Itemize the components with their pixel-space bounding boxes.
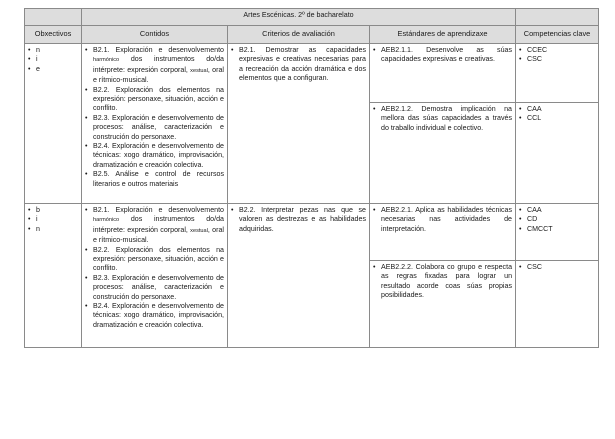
objectives-cell xyxy=(25,204,82,348)
content-text: B2.1. Exploración e desenvolvemento xyxy=(93,206,224,214)
list-item: • B2.4. Exploración e desenvolvemento de técnicas: xogo dramático, improvisación, dramatización e creación colectiva. xyxy=(85,142,224,170)
criteria-cell xyxy=(228,204,370,348)
list-item: • AEB2.1.1. Desenvolve as súas capacidades expresivas e creativas. xyxy=(373,46,512,65)
header-corner xyxy=(25,9,82,26)
list-item: • e xyxy=(28,65,78,74)
list-item: • b xyxy=(28,206,78,215)
content-text: , oral e rítmico-musical. xyxy=(93,65,224,85)
list-item: • CAA xyxy=(519,105,595,114)
list-item: • CD xyxy=(519,215,595,224)
list-item: • i xyxy=(28,55,78,64)
header-competences: Competencias clave xyxy=(516,26,599,44)
content-small-text: harmónico xyxy=(93,217,120,224)
list-item: • CMCCT xyxy=(519,225,595,234)
list-item: • B2.3. Exploración e desenvolvemento de procesos: análise, caracterización e construción do personaxe. xyxy=(85,274,224,302)
standard-cell xyxy=(370,44,516,103)
header-contents: Contidos xyxy=(82,26,228,44)
list-item: • B2.2. Exploración dos elementos na expresión: personaxe, situación, acción e conflito. xyxy=(85,246,224,274)
header-standards: Estándares de aprendizaxe xyxy=(370,26,516,44)
list-item: • B2.5. Análise e control de recursos literarios e outros materiais xyxy=(85,170,224,189)
standard-cell xyxy=(370,103,516,204)
content-small-text: xestual xyxy=(190,67,208,74)
standard-cell xyxy=(370,204,516,261)
header-criteria: Criterios de avaliación xyxy=(228,26,370,44)
table-title: Artes Escénicas. 2º de bacharelato xyxy=(82,9,516,26)
competences-cell xyxy=(516,204,599,261)
list-item: • CCEC xyxy=(519,46,595,55)
list-item: • AEB2.1.2. Demostra implicación na mellora das súas capacidades a través do traballo individual e colectivo. xyxy=(373,105,512,133)
list-item: • B2.2. Interpretar pezas nas que se valoren as destrezas e as habilidades adquiridas. xyxy=(231,206,366,234)
content-small-text: xestual xyxy=(190,227,208,234)
header-objectives: Obxectivos xyxy=(25,26,82,44)
content-text: , oral e rítmico-musical. xyxy=(93,225,224,245)
list-item xyxy=(85,206,224,246)
list-item: • CSC xyxy=(519,55,595,64)
list-item: • i xyxy=(28,215,78,224)
list-item: • B2.1. Demostrar as capacidades expresivas e creativas necesarias para a recreación da acción dramática e dos elementos que a configuran. xyxy=(231,46,366,84)
standard-cell xyxy=(370,261,516,348)
header-corner-right xyxy=(516,9,599,26)
competences-cell xyxy=(516,44,599,103)
list-item: • B2.2. Exploración dos elementos na expresión: personaxe, situación, acción e conflito. xyxy=(85,86,224,114)
table-row xyxy=(25,44,599,103)
list-item: • B2.4. Exploración e desenvolvemento de técnicas: xogo dramático, improvisación, dramatización e creación colectiva. xyxy=(85,302,224,330)
criteria-cell xyxy=(228,44,370,204)
list-item: • B2.3. Exploración e desenvolvemento de procesos: análise, caracterización e construción do personaxe. xyxy=(85,114,224,142)
curriculum-table xyxy=(24,8,599,348)
content-text: dos instrumentos do/da intérprete: expresión corporal, xyxy=(93,55,224,74)
list-item xyxy=(85,46,224,86)
list-item: • CSC xyxy=(519,263,595,272)
content-text: dos instrumentos do/da intérprete: expresión corporal, xyxy=(93,215,224,234)
objectives-cell xyxy=(25,44,82,204)
list-item: • AEB2.2.1. Aplica as habilidades técnicas necesarias nas actividades de interpretación. xyxy=(373,206,512,234)
content-small-text: harmónico xyxy=(93,57,120,64)
list-item: • CCL xyxy=(519,114,595,123)
list-item: • n xyxy=(28,46,78,55)
competences-cell xyxy=(516,103,599,204)
list-item: • AEB2.2.2. Colabora co grupo e respecta as regras fixadas para lograr un resultado acorde coas súas propias posibilidades. xyxy=(373,263,512,301)
list-item: • n xyxy=(28,225,78,234)
contents-cell xyxy=(82,44,228,204)
competences-cell xyxy=(516,261,599,348)
content-text: B2.1. Exploración e desenvolvemento xyxy=(93,46,224,54)
contents-cell xyxy=(82,204,228,348)
list-item: • CAA xyxy=(519,206,595,215)
table-row xyxy=(25,204,599,261)
